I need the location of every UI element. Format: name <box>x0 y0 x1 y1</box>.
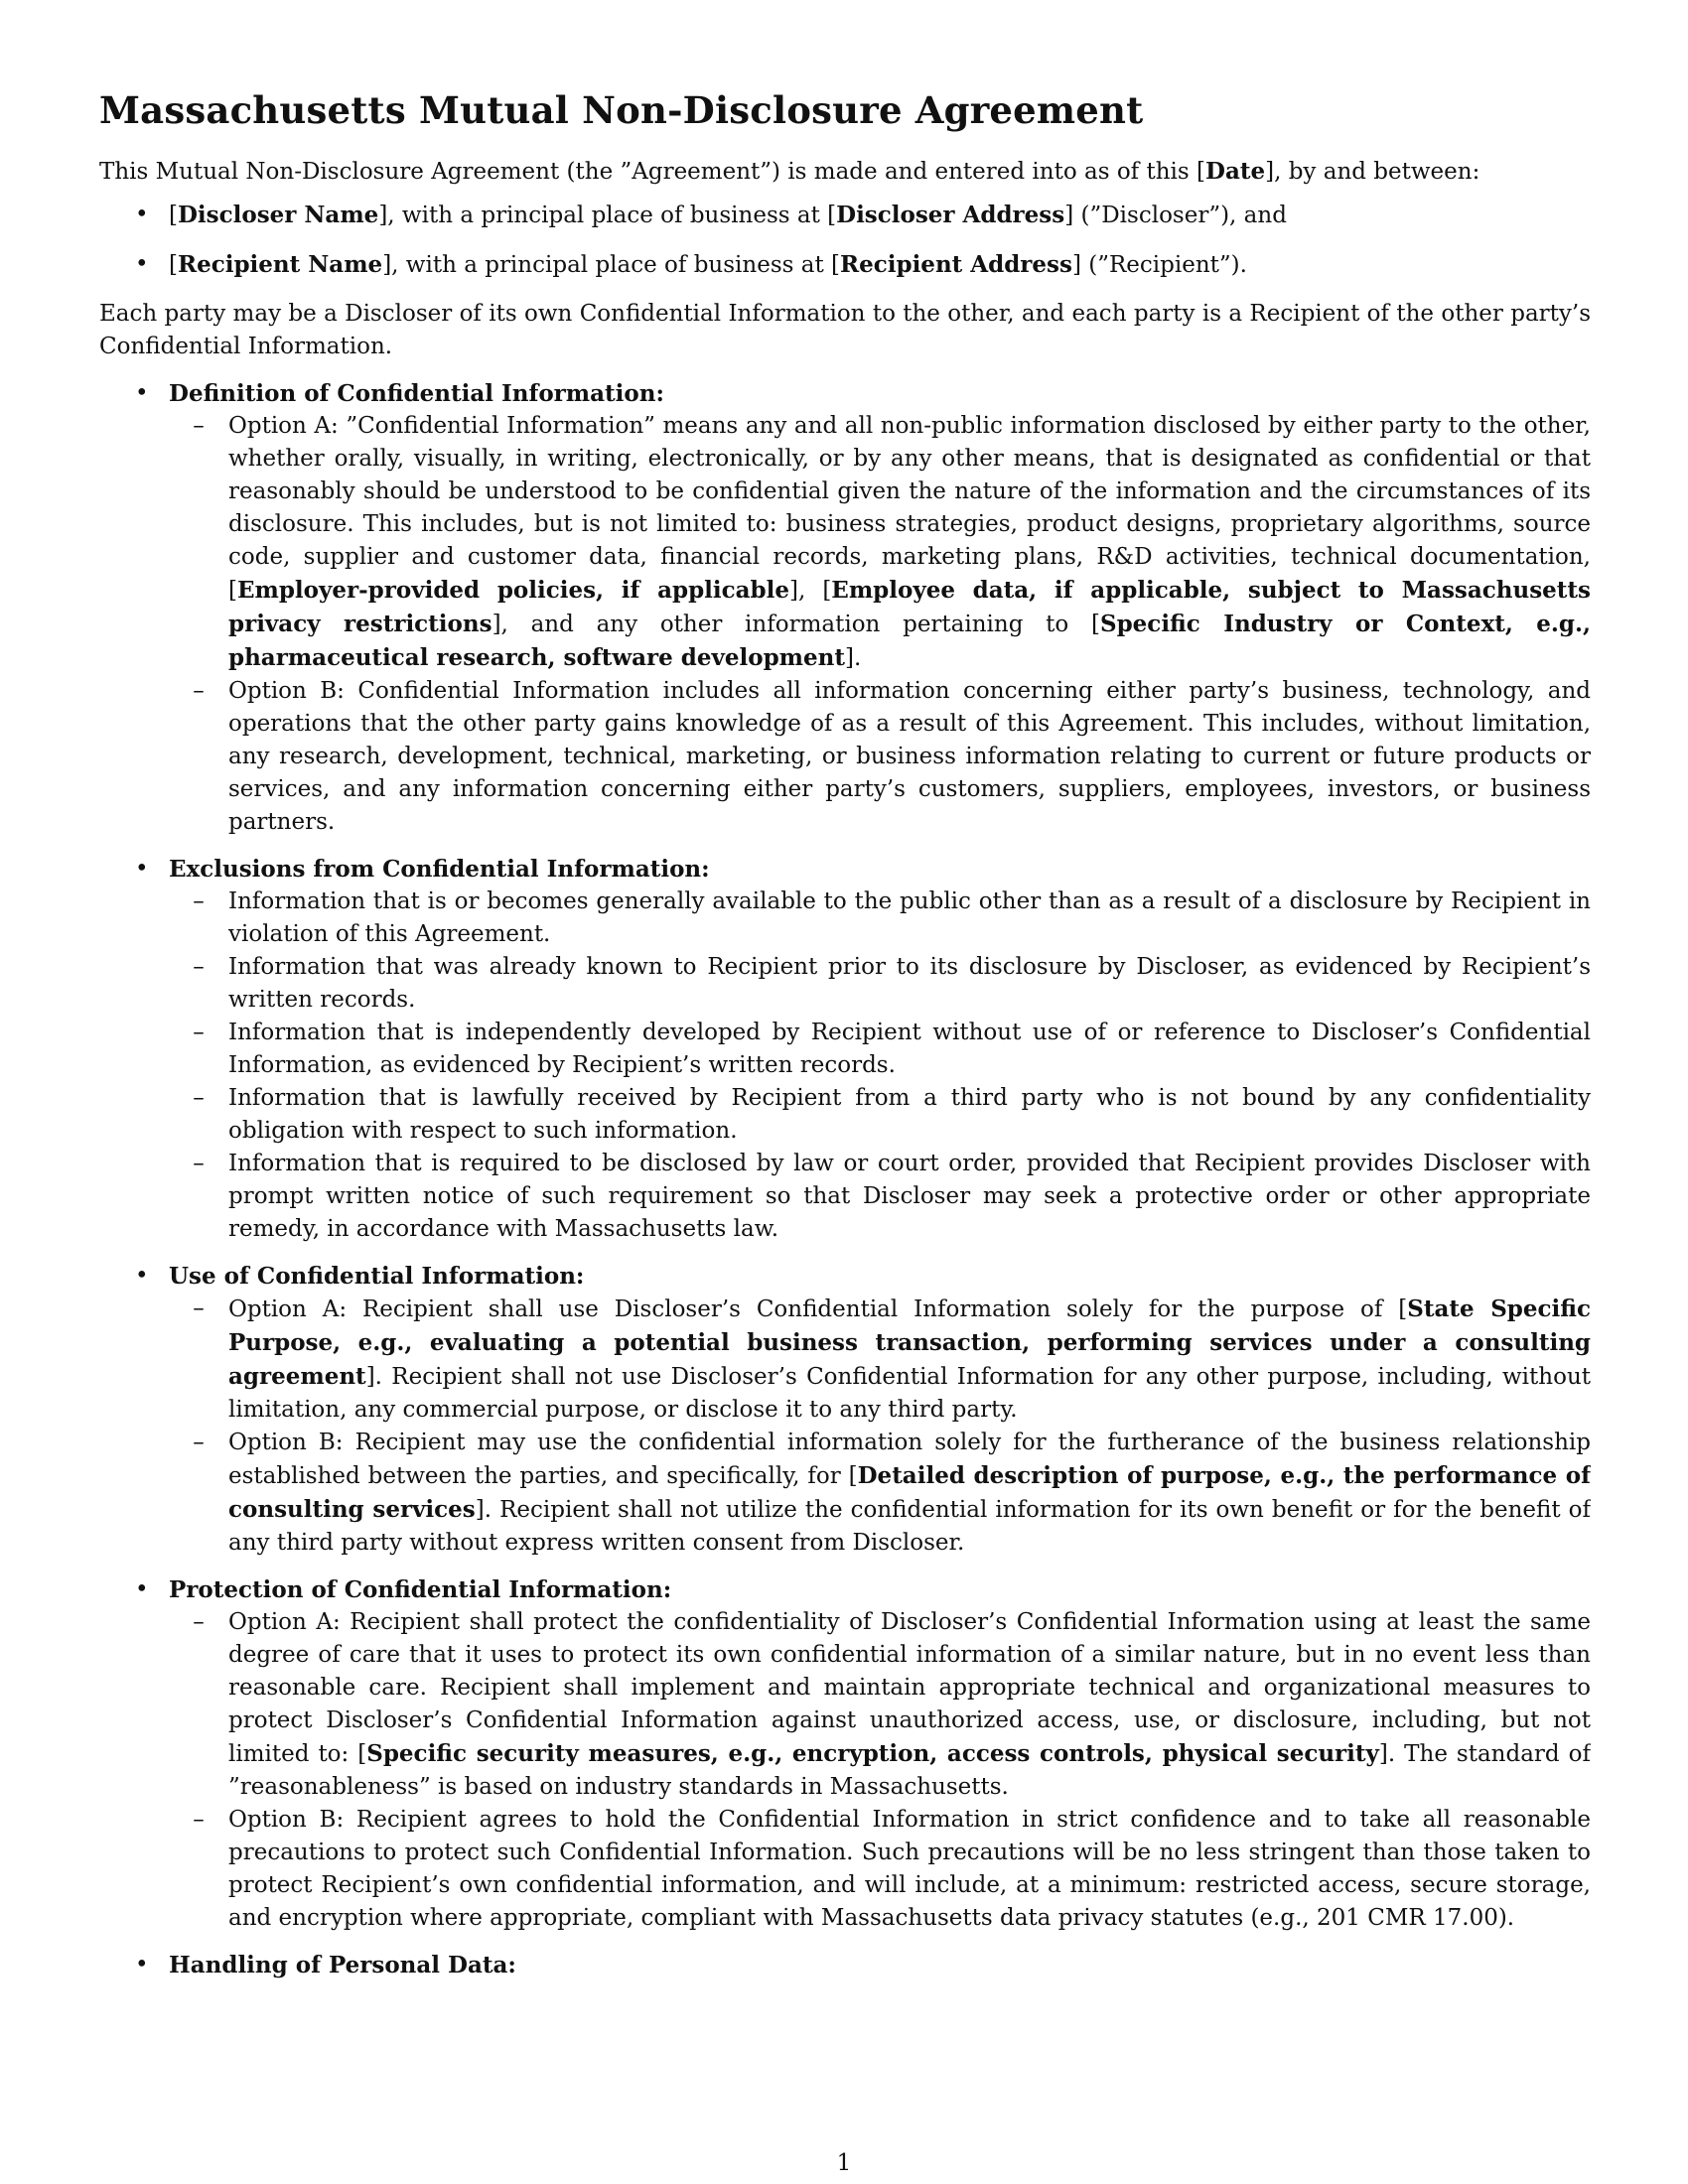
placeholder: Detailed description of purpose, e.g., the performance of consulting services <box>228 1462 1591 1523</box>
exclusion-item <box>169 1148 1591 1246</box>
recipient-name-placeholder: Recipient Name <box>177 251 383 278</box>
section-personal-data <box>99 1949 1591 1981</box>
option-text: Option A: Recipient shall use Discloser’s Confidential Information solely for the purpose of [ <box>228 1297 1408 1322</box>
exclusion-item <box>169 951 1591 1017</box>
section-exclusions <box>99 853 1591 1246</box>
discloser-name-placeholder: Discloser Name <box>177 202 379 228</box>
section-protection <box>99 1573 1591 1935</box>
party-text: ] (”Discloser”), and <box>1064 203 1287 228</box>
option-a <box>169 1606 1591 1804</box>
section-heading: Exclusions from Confidential Information: <box>169 856 710 883</box>
placeholder: Specific Industry or Context, e.g., pharmaceutical research, software development <box>228 611 1591 671</box>
option-text: ]. The standard of ”reasonableness” is based on industry standards in Massachusetts. <box>228 1741 1591 1800</box>
party-text: ] (”Recipient”). <box>1071 252 1247 278</box>
option-text: ]. Recipient shall not utilize the confidential information for its own benefit or for the benefit of any third party without express written consent from Discloser. <box>228 1497 1591 1556</box>
intro-text-c: ], by and between: <box>1265 159 1480 185</box>
bracket: [ <box>169 252 178 278</box>
discloser-address-placeholder: Discloser Address <box>836 202 1065 228</box>
option-a <box>169 1293 1591 1427</box>
parties-list <box>99 199 1591 282</box>
bullet-icon: • <box>135 1263 149 1289</box>
bullet-icon: • <box>135 856 149 882</box>
section-heading: Handling of Personal Data: <box>169 1952 516 1979</box>
exclusion-text: Information that is required to be disclosed by law or court order, provided that Recipient provides Discloser with prompt written notice of such requirement so that Discloser may seek a protective order or other appropriate remedy, in accordance with Massachusetts law. <box>228 1151 1591 1242</box>
party-text: ], with a principal place of business at [ <box>378 203 837 228</box>
exclusion-item <box>169 886 1591 951</box>
option-b <box>169 1427 1591 1560</box>
party-text: ], with a principal place of business at [ <box>382 252 840 278</box>
exclusion-text: Information that was already known to Recipient prior to its disclosure by Discloser, as evidenced by Recipient’s written records. <box>228 954 1591 1013</box>
exclusion-text: Information that is lawfully received by Recipient from a third party who is not bound by any confidentiality obligation with respect to such information. <box>228 1085 1591 1144</box>
section-heading: Definition of Confidential Information: <box>169 380 664 407</box>
intro-paragraph <box>99 155 1591 189</box>
exclusions-list <box>169 886 1591 1246</box>
placeholder: Employer-provided policies, if applicable <box>236 577 790 604</box>
option-a <box>169 410 1591 675</box>
party-recipient <box>99 248 1591 282</box>
intro-text-a: This Mutual Non-Disclosure Agreement (the ”Agreement”) is made and entered into as of this [ <box>99 159 1205 185</box>
option-text: Option A: ”Confidential Information” means any and all non-public information disclosed by either party to the other, whether orally, visually, in writing, electronically, or by any other means, that is designated as confidential or that reasonably should be understood to be confidential given the nature of the information and the circumstances of its disclosure. This includes, but is not limited to: business strategies, product designs, proprietary algorithms, source code, supplier and customer data, financial records, marketing plans, R&D activities, technical documentation, [ <box>228 413 1591 604</box>
option-text: Option B: Confidential Information includes all information concerning either party’s business, technology, and operations that the other party gains knowledge of as a result of this Agreement. This includes, without limitation, any research, development, technical, marketing, or business information relating to current or future products or services, and any information concerning either party’s customers, suppliers, employees, investors, or business partners. <box>228 678 1591 835</box>
dash-icon: – <box>193 1430 205 1455</box>
sections-list <box>99 377 1591 1981</box>
page-number: 1 <box>836 2150 852 2176</box>
placeholder: Employee data, if applicable, subject to Massachusetts privacy restrictions <box>228 577 1591 637</box>
option-b <box>169 675 1591 839</box>
dash-icon: – <box>193 1085 205 1111</box>
bullet-icon: • <box>135 1576 149 1602</box>
bullet-icon: • <box>135 202 149 227</box>
dash-icon: – <box>193 678 205 704</box>
option-b <box>169 1804 1591 1935</box>
placeholder: Specific security measures, e.g., encryption, access controls, physical security <box>366 1740 1379 1767</box>
dash-icon: – <box>193 1020 205 1045</box>
option-text: Option A: Recipient shall protect the confidentiality of Discloser’s Confidential Information using at least the same degree of care that it uses to protect its own confidential information of a similar nature, but in no event less than reasonable care. Recipient shall implement and maintain appropriate technical and organizational measures to protect Discloser’s Confidential Information against unauthorized access, use, or disclosure, including, but not limited to: [ <box>228 1609 1591 1767</box>
dash-icon: – <box>193 888 205 914</box>
options-list <box>169 1606 1591 1935</box>
dash-icon: – <box>193 1296 205 1321</box>
exclusion-item <box>169 1082 1591 1148</box>
dash-icon: – <box>193 413 205 439</box>
bullet-icon: • <box>135 1952 149 1978</box>
options-list <box>169 1293 1591 1560</box>
section-definition <box>99 377 1591 839</box>
option-text: Option B: Recipient agrees to hold the Confidential Information in strict confidence and to take all reasonable precautions to protect such Confidential Information. Such precautions will be no less stringent than those taken to protect Recipient’s own confidential information, and will include, at a minimum: restricted access, secure storage, and encryption where appropriate, compliant with Massachusetts data privacy statutes (e.g., 201 CMR 17.00). <box>228 1807 1591 1931</box>
placeholder: State Specific Purpose, e.g., evaluating a potential business transaction, performing services under a consulting agreement <box>228 1296 1591 1390</box>
exclusion-text: Information that is independently developed by Recipient without use of or reference to Discloser’s Confidential Information, as evidenced by Recipient’s written records. <box>228 1020 1591 1078</box>
exclusion-text: Information that is or becomes generally available to the public other than as a result of a disclosure by Recipient in violation of this Agreement. <box>228 888 1591 947</box>
section-heading: Protection of Confidential Information: <box>169 1576 672 1603</box>
dash-icon: – <box>193 1807 205 1833</box>
recipient-address-placeholder: Recipient Address <box>840 251 1072 278</box>
exclusion-item <box>169 1017 1591 1082</box>
mutual-paragraph: Each party may be a Discloser of its own Confidential Information to the other, and each party is a Recipient of the other party’s Confidential Information. <box>99 301 1591 359</box>
date-placeholder: Date <box>1205 158 1266 185</box>
dash-icon: – <box>193 954 205 980</box>
bullet-icon: • <box>135 251 149 277</box>
document-page <box>99 87 1591 2132</box>
option-text: ], and any other information pertaining to [ <box>492 612 1100 637</box>
option-text: ]. Recipient shall not use Discloser’s Confidential Information for any other purpose, including, without limitation, any commercial purpose, or disclose it to any third party. <box>228 1364 1591 1423</box>
section-heading: Use of Confidential Information: <box>169 1263 585 1290</box>
party-discloser <box>99 199 1591 232</box>
bracket: [ <box>169 203 178 228</box>
options-list <box>169 410 1591 839</box>
dash-icon: – <box>193 1151 205 1176</box>
bullet-icon: • <box>135 380 149 406</box>
section-use <box>99 1260 1591 1560</box>
document-title: Massachusetts Mutual Non-Disclosure Agreement <box>99 88 1144 132</box>
option-text: ], [ <box>789 578 832 604</box>
option-text: Option B: Recipient may use the confidential information solely for the furtherance of the business relationship established between the parties, and specifically, for [ <box>228 1430 1591 1489</box>
dash-icon: – <box>193 1609 205 1635</box>
option-text: ]. <box>845 645 862 671</box>
